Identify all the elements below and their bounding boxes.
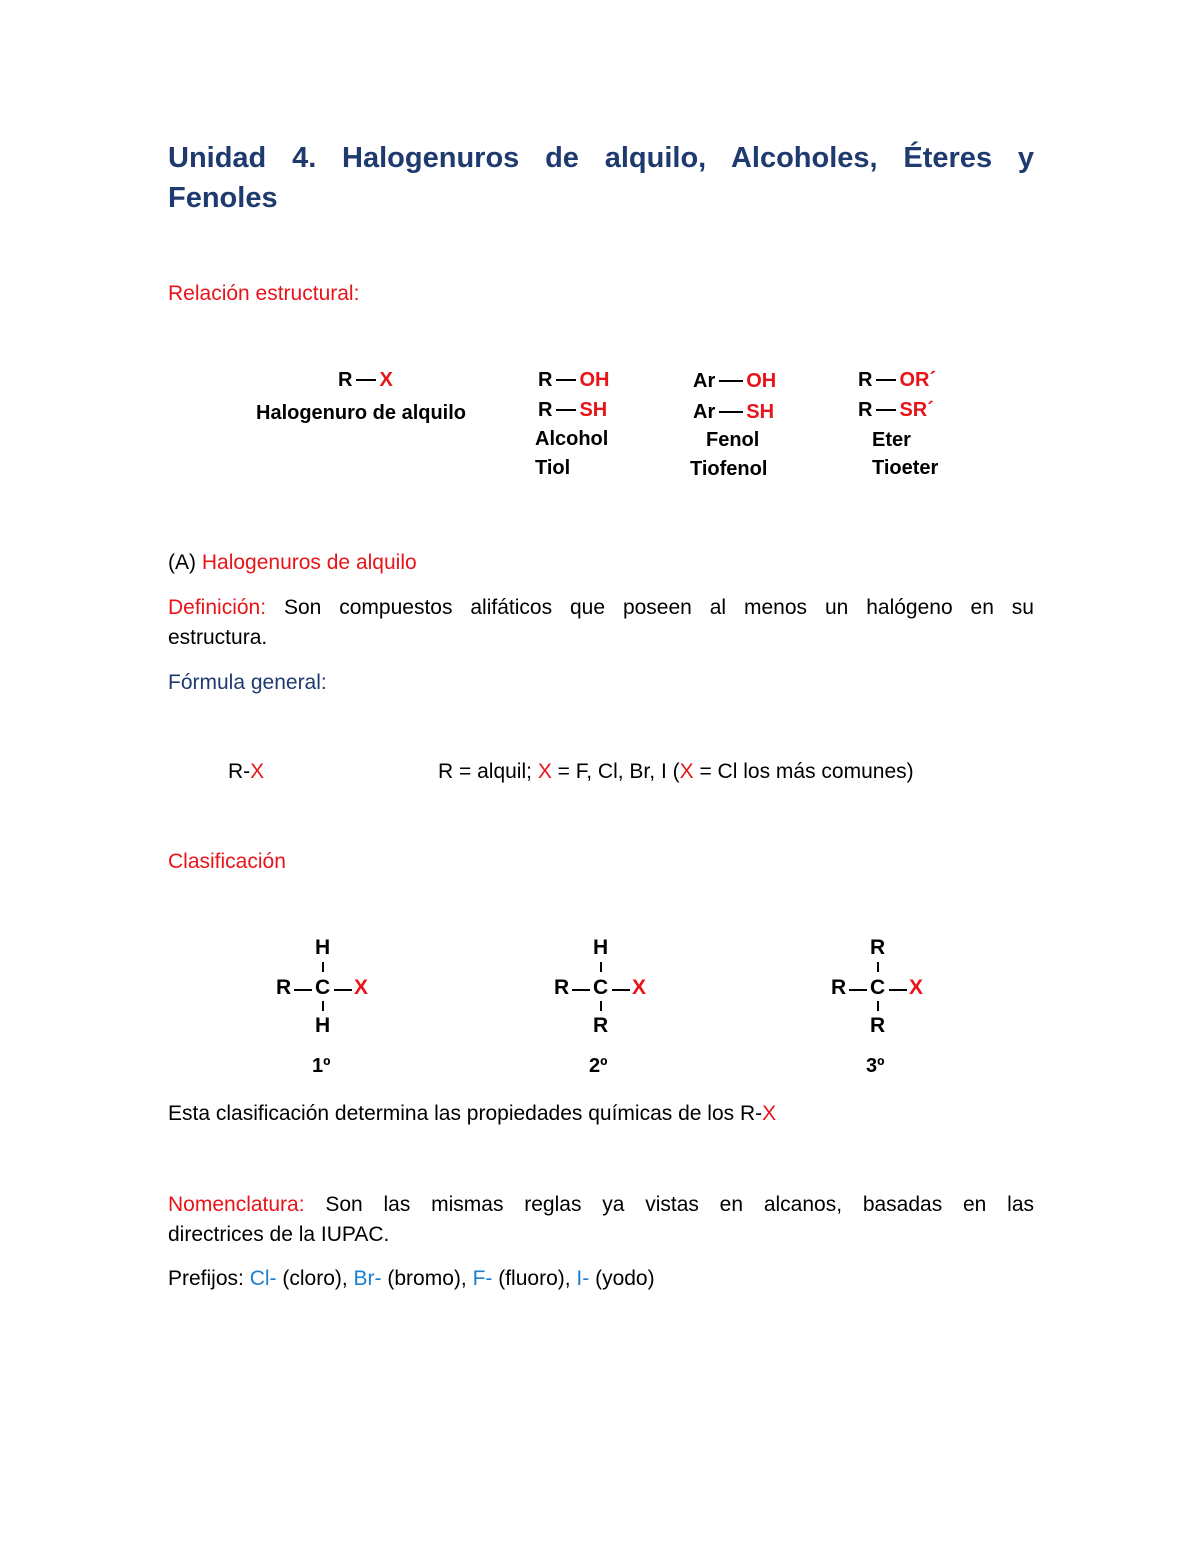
x-group: X [379,369,393,391]
structure-right-atom: X [354,976,369,999]
formula-desc-part: = F, Cl, Br, I ( [551,760,680,783]
label-alcohol: Alcohol [535,428,609,450]
prefix-symbol: I- [576,1267,590,1290]
prefix-name: (fluoro), [492,1267,577,1290]
structure-bottom-atom: R [870,1014,886,1037]
formula-x: X [250,760,265,783]
formula-desc-part: R = alquil; [438,760,538,783]
prefijos-label: Prefijos: [168,1267,250,1290]
prefix-name: (bromo), [381,1267,473,1290]
r-group: R [338,369,353,391]
label-primary: 1º [312,1055,331,1077]
section-a-heading [168,548,417,578]
oh-group: OH [579,369,610,391]
structure-center-atom: C [315,976,331,999]
label-tertiary: 3º [866,1055,885,1077]
label-eter: Eter [872,429,911,451]
structure-bottom-atom: R [593,1014,609,1037]
structure-right-atom: X [909,976,924,999]
structure-center-atom: C [870,976,886,999]
structure-left-atom: R [276,976,292,999]
ar-group: Ar [693,370,716,392]
r-group: R [858,399,873,421]
or-group: OR´ [899,369,937,391]
formula-description [438,757,914,787]
structure-left-atom: R [554,976,570,999]
section-a-prefix: (A) [168,551,196,574]
formula-ar-sh [693,399,774,425]
label-fenol: Fenol [706,429,760,451]
nomenclatura-label: Nomenclatura: [168,1193,305,1216]
structure-primary [272,936,412,1046]
structure-left-atom: R [831,976,847,999]
formula-r-oh [538,367,609,393]
structure-secondary [550,936,690,1046]
formula-desc-x: X [679,760,694,783]
structure-top-atom: R [870,936,886,959]
label-tiol: Tiol [535,457,571,479]
structure-tertiary [828,936,968,1046]
document-title-line1: Unidad 4. Halogenuros de alquilo, Alcoholes, Éteres y [168,142,1034,174]
label-secondary: 2º [589,1055,608,1077]
formula-ar-oh [693,368,776,394]
structure-center-atom: C [593,976,609,999]
formula-rx [228,757,264,787]
prefix-name: (yodo) [589,1267,655,1290]
clasificacion-heading: Clasificación [168,850,286,873]
formula-r-or [858,367,936,393]
formula-r-sh [538,397,607,423]
sr-group: SR´ [899,399,934,421]
formula-heading: Fórmula general: [168,671,327,694]
r-group: R [538,399,553,421]
prefix-symbol: Cl- [249,1267,277,1290]
formula-r: R- [228,760,251,783]
document-title-line2: Fenoles [168,182,278,214]
structure-top-atom: H [315,936,331,959]
formula-r-sr [858,397,934,423]
structure-top-atom: H [593,936,609,959]
structure-bottom-atom: H [315,1014,331,1037]
prefix-symbol: F- [472,1267,493,1290]
prefijos-line [168,1264,655,1294]
nomenclatura-text: Son las mismas reglas ya vistas en alcanos, basadas en las [304,1193,1034,1216]
formula-desc-part: = Cl los más comunes) [693,760,914,783]
r-group: R [538,369,553,391]
structure-right-atom: X [632,976,647,999]
definicion-text-cont: estructura. [168,626,268,649]
label-tiofenol: Tiofenol [690,458,768,480]
nomenclatura-text-cont: directrices de la IUPAC. [168,1223,390,1246]
nomenclatura-paragraph [168,1190,1034,1250]
formula-r-x [338,367,393,393]
clasificacion-note [168,1099,776,1129]
relacion-heading: Relación estructural: [168,282,360,305]
definicion-paragraph [168,593,1034,653]
r-group: R [858,369,873,391]
clasificacion-note-x: X [762,1102,777,1125]
label-halogenuro: Halogenuro de alquilo [256,402,467,424]
clasificacion-note-text: Esta clasificación determina las propiedades químicas de los R- [168,1102,763,1125]
sh-group: SH [746,401,775,423]
formula-desc-x: X [537,760,552,783]
ar-group: Ar [693,401,716,423]
prefix-symbol: Br- [353,1267,382,1290]
definicion-text: Son compuestos alifáticos que poseen al menos un halógeno en su [266,596,1034,619]
definicion-label: Definición: [168,596,267,619]
prefix-name: (cloro), [276,1267,354,1290]
section-a-title: Halogenuros de alquilo [201,551,417,574]
label-tioeter: Tioeter [872,457,939,479]
sh-group: SH [579,399,608,421]
oh-group: OH [746,370,777,392]
